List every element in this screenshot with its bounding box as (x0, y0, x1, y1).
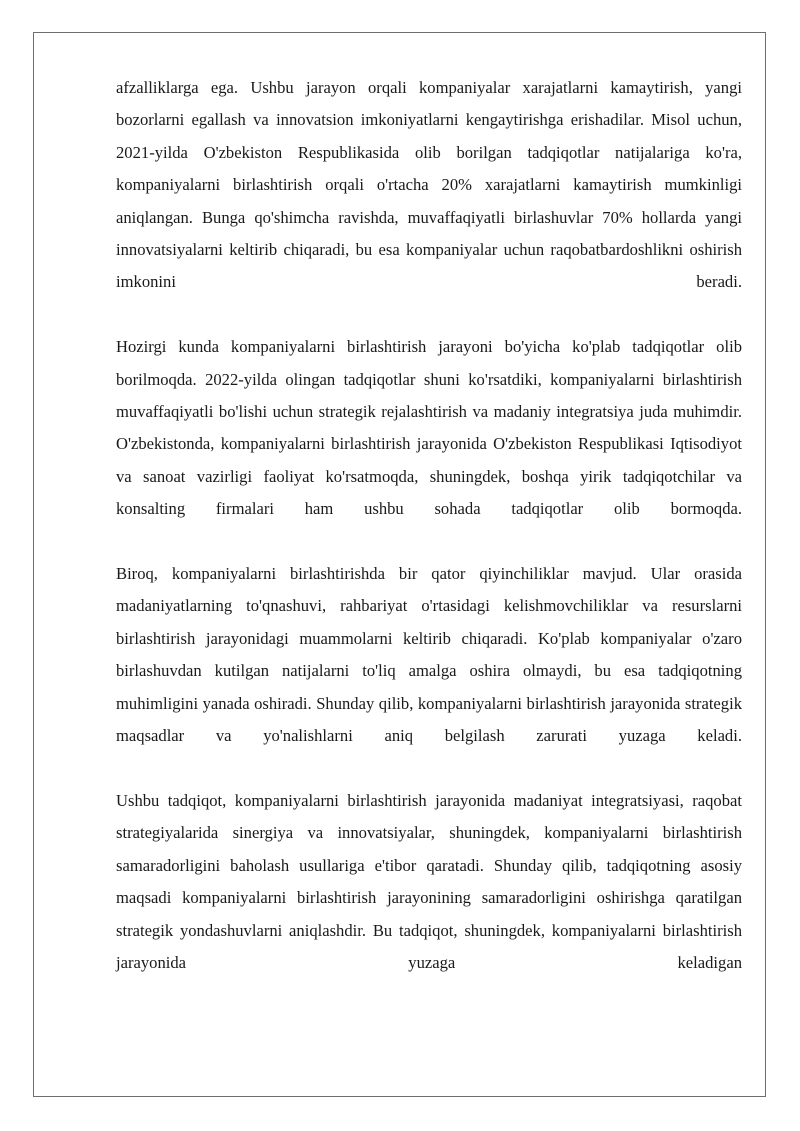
paragraph-1: afzalliklarga ega. Ushbu jarayon orqali kompaniyalar xarajatlarni kamaytirish, yangi bozorlarni egallash va innovatsion imkoniyatlarni kengaytirishga erishadilar. Misol uchun, 2021-yilda O'zbekiston Respublikasida olib borilgan tadqiqotlar natijalariga ko'ra, kompaniyalarni birlashtirish orqali o'rtacha 20% xarajatlarni kamaytirish mumkinligi aniqlangan. Bunga qo'shimcha ravishda, muvaffaqiyatli birlashuvlar 70% hollarda yangi innovatsiyalarni keltirib chiqaradi, bu esa kompaniyalar uchun raqobatbardoshlikni oshirish imkonini beradi. (116, 78, 742, 292)
document-body (116, 72, 742, 979)
paragraph-2: Hozirgi kunda kompaniyalarni birlashtirish jarayoni bo'yicha ko'plab tadqiqotlar olib borilmoqda. 2022-yilda olingan tadqiqotlar shuni ko'rsatdiki, kompaniyalarni birlashtirish muvaffaqiyatli bo'lishi uchun strategik rejalashtirish va madaniy integratsiya juda muhimdir. O'zbekistonda, kompaniyalarni birlashtirish jarayonida O'zbekiston Respublikasi Iqtisodiyot va sanoat vazirligi faoliyat ko'rsatmoqda, shuningdek, boshqa yirik tadqiqotchilar va konsalting firmalari ham ushbu sohada tadqiqotlar olib bormoqda. (116, 337, 742, 519)
paragraph-4: Ushbu tadqiqot, kompaniyalarni birlashtirish jarayonida madaniyat integratsiyasi, raqobat strategiyalarida sinergiya va innovatsiyalar, shuningdek, kompaniyalarni birlashtirish samaradorligini baholash usullariga e'tibor qaratadi. Shunday qilib, tadqiqotning asosiy maqsadi kompaniyalarni birlashtirish jarayonining samaradorligini oshirishga qaratilgan strategik yondashuvlarni aniqlashdir. Bu tadqiqot, shuningdek, kompaniyalarni birlashtirish jarayonida yuzaga keladigan (116, 790, 742, 972)
paragraph-3: Biroq, kompaniyalarni birlashtirishda bir qator qiyinchiliklar mavjud. Ular orasida madaniyatlarning to'qnashuvi, rahbariyat o'rtasidagi kelishmovchiliklar va resurslarni birlashtirish jarayonidagi muammolarni keltirib chiqaradi. Ko'plab kompaniyalar o'zaro birlashuvdan kutilgan natijalarni to'liq amalga oshira olmaydi, bu esa tadqiqotning muhimligini yanada oshiradi. Shunday qilib, kompaniyalarni birlashtirish jarayonida strategik maqsadlar va yo'nalishlarni aniq belgilash zarurati yuzaga keladi. (116, 564, 742, 746)
